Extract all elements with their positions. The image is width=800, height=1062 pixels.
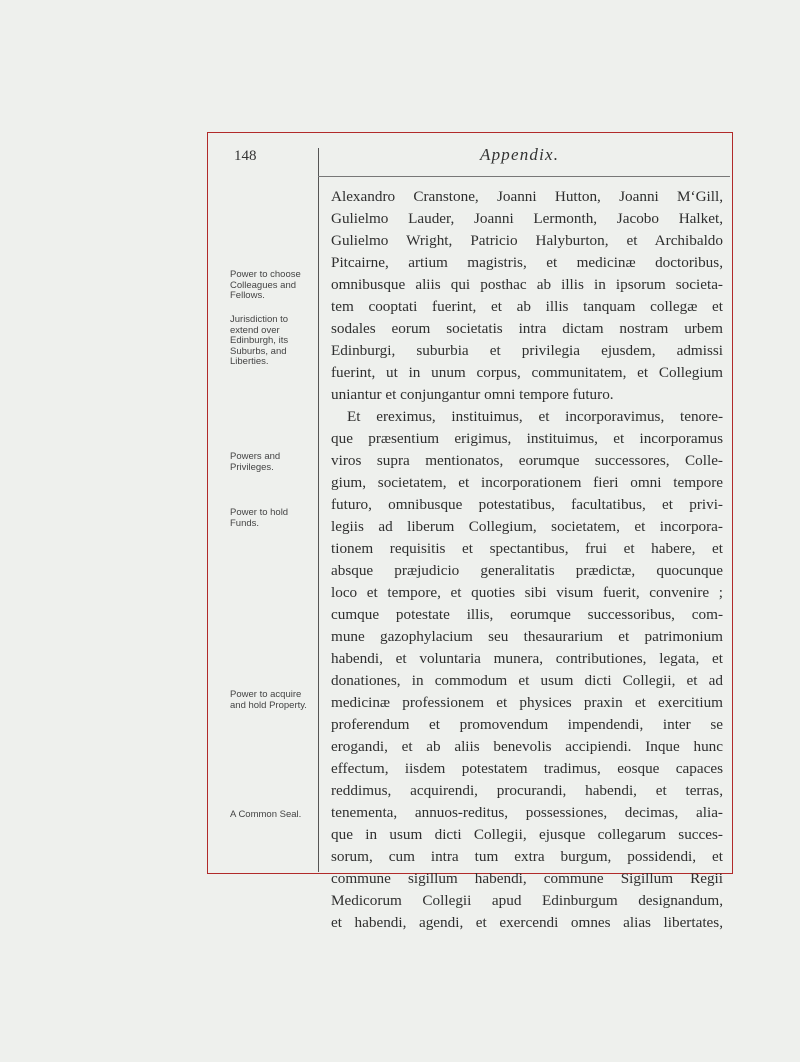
text-line: commune sigillum habendi, commune Sigillum Regii [331, 870, 723, 887]
text-line: reddimus, acquirendi, procurandi, habendi, et terras, [331, 782, 723, 799]
header-rule [318, 176, 730, 177]
text-line: Pitcairne, artium magistris, et medicinæ doctoribus, [331, 254, 723, 271]
text-line: sorum, cum intra tum extra burgum, possidendi, et [331, 848, 723, 865]
text-line: tionem requisitis et spectantibus, frui et habere, et [331, 540, 723, 557]
text-line: habendi, et voluntaria munera, contributiones, legata, et [331, 650, 723, 667]
margin-note-choose-colleagues: Power to choose Colleagues and Fellows. [230, 269, 301, 301]
margin-note-hold-funds: Power to hold Funds. [230, 507, 289, 529]
running-head: Appendix. [480, 145, 560, 164]
text-line: sodales eorum societatis intra dictam nostram urbem [331, 320, 723, 337]
text-line: Medicorum Collegii apud Edinburgum designandum, [331, 892, 723, 909]
text-line: erogandi, et ab aliis benevolis accipiendi. Inque hunc [331, 738, 723, 755]
text-line: cumque potestate illis, eorumque successoribus, com- [331, 606, 723, 623]
text-line: uniantur et conjungantur omni tempore futuro. [331, 386, 614, 403]
text-line: medicinæ professionem et physices praxin et exercitium [331, 694, 723, 711]
text-line: Alexandro Cranstone, Joanni Hutton, Joanni M‘Gill, [331, 188, 723, 205]
text-line: donationes, in commodum et usum dicti Collegii, et ad [331, 672, 723, 689]
text-line: Et ereximus, instituimus, et incorporavimus, tenore- [347, 408, 723, 425]
text-line: loco et tempore, et quoties sibi visum fuerit, convenire ; [331, 584, 723, 601]
margin-note-powers-privileges: Powers and Privileges. [230, 451, 281, 473]
text-line: legiis ad liberum Collegium, societatem, et incorpora- [331, 518, 723, 535]
text-line: que in usum dicti Collegii, ejusque collegarum succes- [331, 826, 723, 843]
text-line: effectum, iisdem potestatem tradimus, eosque capaces [331, 760, 723, 777]
text-line: absque præjudicio generalitatis prædictæ, quocunque [331, 562, 723, 579]
page-number: 148 [234, 148, 257, 164]
text-line: viros supra mentionatos, eorumque successores, Colle- [331, 452, 723, 469]
text-line: tem cooptati fuerint, et ab illis tanquam collegæ et [331, 298, 723, 315]
text-line: omnibusque aliis qui posthac ab illis in ipsorum societa- [331, 276, 723, 293]
body-text [331, 186, 723, 934]
text-line: gium, societatem, et incorporationem fieri omni tempore [331, 474, 723, 491]
text-line: tenementa, annuos-reditus, possessiones, decimas, alia- [331, 804, 723, 821]
text-line: que præsentium erigimus, instituimus, et incorporamus [331, 430, 723, 447]
margin-note-acquire-property: Power to acquire and hold Property. [230, 689, 307, 711]
text-line: Gulielmo Wright, Patricio Halyburton, et Archibaldo [331, 232, 723, 249]
text-line: fuerint, ut in unum corpus, communitatem, et Collegium [331, 364, 723, 381]
text-line: Gulielmo Lauder, Joanni Lermonth, Jacobo Halket, [331, 210, 723, 227]
column-divider [318, 148, 319, 872]
text-line: mune gazophylacium seu thesaurarium et patrimonium [331, 628, 723, 645]
text-line: Edinburgi, suburbia et privilegia ejusdem, admissi [331, 342, 723, 359]
text-line: proferendum et promovendum impendendi, inter se [331, 716, 723, 733]
margin-note-jurisdiction: Jurisdiction to extend over Edinburgh, its Suburbs, and Liberties. [230, 314, 289, 367]
text-line: futuro, omnibusque potestatibus, facultatibus, et privi- [331, 496, 723, 513]
margin-note-common-seal: A Common Seal. [230, 809, 302, 820]
text-line: et habendi, agendi, et exercendi omnes alias libertates, [331, 914, 723, 931]
